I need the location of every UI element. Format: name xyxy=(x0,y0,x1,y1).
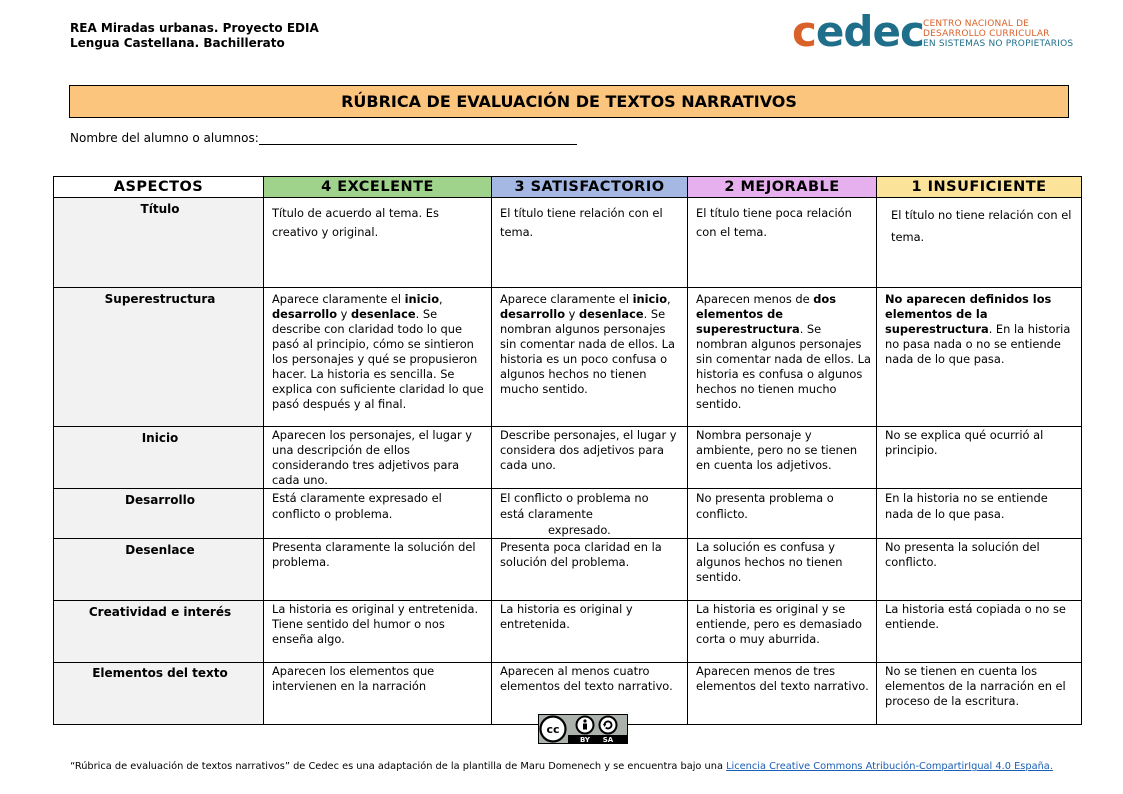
svg-text:cc: cc xyxy=(546,723,560,736)
aspect-elementos: Elementos del texto xyxy=(54,663,264,725)
cell-mejorable: Aparecen menos de tres elementos del texto narrativo. xyxy=(688,663,877,725)
license-link[interactable]: Licencia Creative Commons Atribución-CompartirIgual 4.0 España. xyxy=(726,761,1053,772)
cell-insuficiente: No aparecen definidos los elementos de la superestructura. En la historia no pasa nada o no se entiende nada de lo que pasa. xyxy=(877,288,1082,427)
cell-mejorable: El título tiene poca relación con el tema. xyxy=(688,198,877,288)
table-row xyxy=(54,427,1082,489)
cell-insuficiente: No se explica qué ocurrió al principio. xyxy=(877,427,1082,489)
cell-excelente: Está claramente expresado el conflicto o problema. xyxy=(264,489,492,539)
table-row xyxy=(54,489,1082,539)
header-mejorable: 2 MEJORABLE xyxy=(688,177,877,198)
cell-mejorable: No presenta problema o conflicto. xyxy=(688,489,877,539)
header-excelente: 4 EXCELENTE xyxy=(264,177,492,198)
table-row xyxy=(54,288,1082,427)
cc-by-sa-badge[interactable] xyxy=(538,714,628,744)
aspect-desenlace: Desenlace xyxy=(54,539,264,601)
svg-text:BY: BY xyxy=(579,736,591,744)
sa-share-icon xyxy=(600,717,617,734)
aspect-titulo: Título xyxy=(54,198,264,288)
cell-insuficiente: El título no tiene relación con el tema. xyxy=(877,198,1082,288)
header-project: REA Miradas urbanas. Proyecto EDIA xyxy=(70,21,319,35)
cell-excelente: Aparecen los personajes, el lugar y una descripción de ellos considerando tres adjetivos para cada uno. xyxy=(264,427,492,489)
table-row xyxy=(54,198,1082,288)
cell-mejorable: La solución es confusa y algunos hechos no tienen sentido. xyxy=(688,539,877,601)
logo-subtitle: CENTRO NACIONAL DE DESARROLLO CURRICULAR EN SISTEMAS NO PROPIETARIOS xyxy=(923,19,1074,49)
cell-insuficiente: La historia está copiada o no se entiende. xyxy=(877,601,1082,663)
student-name-field[interactable] xyxy=(70,131,577,145)
cell-mejorable: Aparecen menos de dos elementos de superestructura. Se nombran algunos personajes sin comentar nada de ellos. La historia es confusa o algunos hechos no tienen mucho sentido. xyxy=(688,288,877,427)
table-row xyxy=(54,539,1082,601)
aspect-desarrollo: Desarrollo xyxy=(54,489,264,539)
cell-excelente: Aparecen los elementos que intervienen en la narración xyxy=(264,663,492,725)
cell-excelente: Aparece claramente el inicio, desarrollo y desenlace. Se describe con claridad todo lo que pasó al principio, cómo se sintieron los personajes y qué se propusieron hacer. La historia es sencilla. Se explica con suficiente claridad lo que pasó después y al final. xyxy=(264,288,492,427)
student-name-line[interactable] xyxy=(259,132,577,145)
document-header xyxy=(70,21,319,51)
table-row xyxy=(54,601,1082,663)
cell-satisfactorio: Aparece claramente el inicio, desarrollo y desenlace. Se nombran algunos personajes sin comentar nada de ellos. La historia es un poco confusa o algunos hechos no tienen mucho sentido. xyxy=(492,288,688,427)
cell-excelente: La historia es original y entretenida. Tiene sentido del humor o nos enseña algo. xyxy=(264,601,492,663)
page-title: RÚBRICA DE EVALUACIÓN DE TEXTOS NARRATIVOS xyxy=(69,85,1069,118)
cell-satisfactorio: Describe personajes, el lugar y considera dos adjetivos para cada uno. xyxy=(492,427,688,489)
table-header-row xyxy=(54,177,1082,198)
svg-text:SA: SA xyxy=(602,736,614,744)
student-name-label: Nombre del alumno o alumnos: xyxy=(70,131,259,145)
logo-wordmark: cedec xyxy=(792,7,924,56)
cell-excelente: Presenta claramente la solución del problema. xyxy=(264,539,492,601)
footer-text: “Rúbrica de evaluación de textos narrativos” de Cedec es una adaptación de la plantilla de Maru Domenech y se encuentra bajo una xyxy=(70,761,727,772)
header-aspectos: ASPECTOS xyxy=(54,177,264,198)
aspect-inicio: Inicio xyxy=(54,427,264,489)
cell-mejorable: Nombra personaje y ambiente, pero no se tienen en cuenta los adjetivos. xyxy=(688,427,877,489)
footer-attribution xyxy=(0,761,1123,772)
header-satisfactorio: 3 SATISFACTORIO xyxy=(492,177,688,198)
cell-satisfactorio: El conflicto o problema no está claramente expresado. xyxy=(492,489,688,539)
cell-satisfactorio: Presenta poca claridad en la solución del problema. xyxy=(492,539,688,601)
rubric-table xyxy=(53,176,1082,725)
aspect-superestructura: Superestructura xyxy=(54,288,264,427)
cell-mejorable: La historia es original y se entiende, pero es demasiado corta o muy aburrida. xyxy=(688,601,877,663)
cell-excelente: Título de acuerdo al tema. Es creativo y original. xyxy=(264,198,492,288)
cell-satisfactorio: La historia es original y entretenida. xyxy=(492,601,688,663)
cell-insuficiente: No se tienen en cuenta los elementos de la narración en el proceso de la escritura. xyxy=(877,663,1082,725)
cell-insuficiente: En la historia no se entiende nada de lo que pasa. xyxy=(877,489,1082,539)
cell-insuficiente: No presenta la solución del conflicto. xyxy=(877,539,1082,601)
aspect-creatividad: Creatividad e interés xyxy=(54,601,264,663)
header-subject: Lengua Castellana. Bachillerato xyxy=(70,36,285,50)
header-insuficiente: 1 INSUFICIENTE xyxy=(877,177,1082,198)
cell-satisfactorio: Aparecen al menos cuatro elementos del texto narrativo. xyxy=(492,663,688,725)
cell-satisfactorio: El título tiene relación con el tema. xyxy=(492,198,688,288)
